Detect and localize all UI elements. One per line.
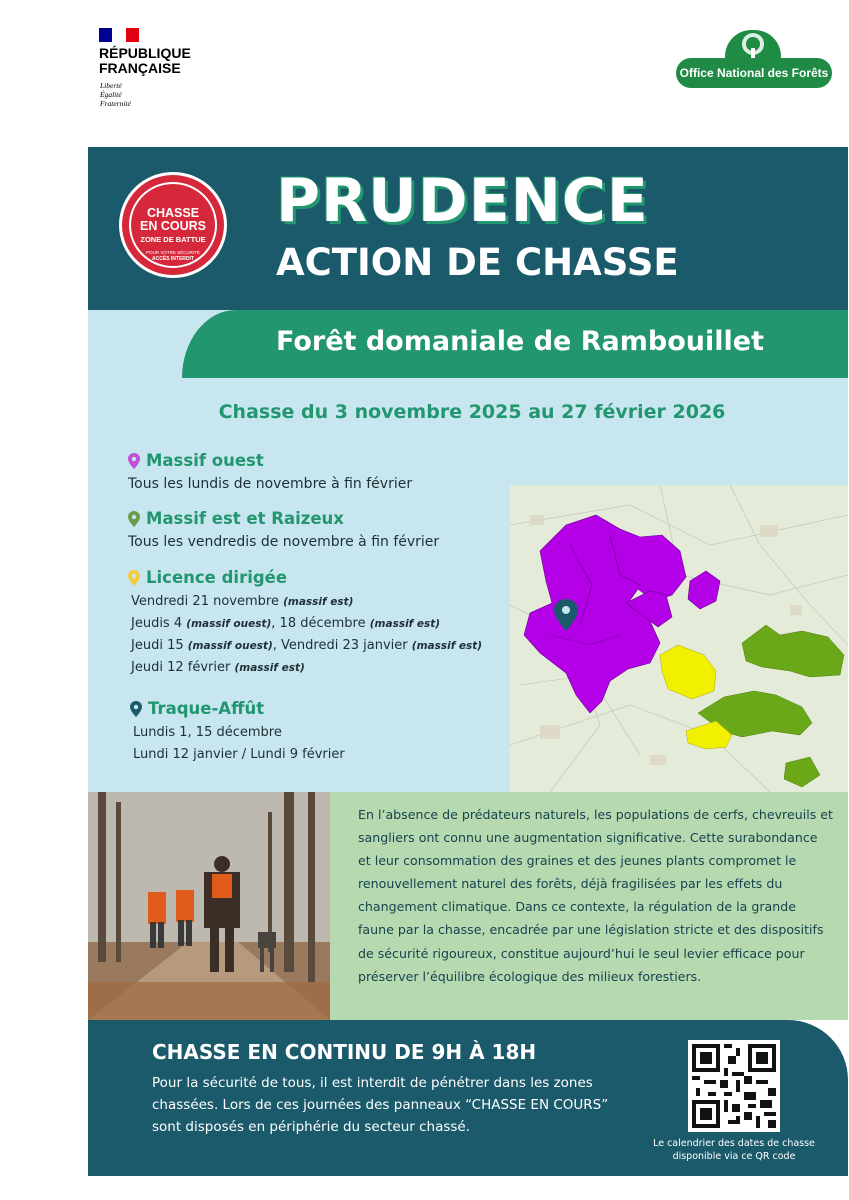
section-title: [130, 698, 345, 720]
massif-ouest-title: Massif ouest: [146, 451, 264, 470]
location-pin-icon: [130, 701, 142, 717]
licence-date-3: Jeudi 15 (massif ouest), Vendredi 23 janvier (massif est): [131, 638, 483, 653]
republic-line-2: FRANÇAISE: [99, 60, 181, 76]
motto-liberte: Liberté: [100, 81, 122, 90]
safety-notice: Pour la sécurité de tous, il est interdit de pénétrer dans les zones chassées. Lors de ces journées des panneaux “CHASSE EN COURS” sont disposés en périphérie du secteur chassé.: [152, 1075, 609, 1135]
republique-francaise-logo: [99, 46, 191, 76]
hunters-forest-photo: [88, 792, 330, 1020]
qr-caption-line-2: disponible via ce QR code: [672, 1151, 796, 1162]
section-massif-ouest: [128, 450, 412, 494]
massif-ouest-schedule: Tous les lundis de novembre à fin février: [128, 476, 413, 492]
season-dates: Chasse du 3 novembre 2025 au 27 février 2026: [218, 401, 726, 423]
licence-date-2: Jeudis 4 (massif ouest), 18 décembre (massif est): [131, 616, 441, 631]
motto-fraternite: Fraternité: [100, 99, 131, 108]
stamp-line-4: POUR VOTRE SÉCURITÉ: [146, 250, 200, 255]
location-pin-icon: [128, 570, 140, 586]
stamp-line-3: ZONE DE BATTUE: [140, 235, 206, 244]
stamp-line-1: CHASSE: [146, 206, 200, 220]
traque-title: Traque-Affût: [148, 699, 265, 718]
qr-caption-line-1: Le calendrier des dates de chasse: [653, 1138, 815, 1149]
traque-dates-2: Lundi 12 janvier / Lundi 9 février: [133, 747, 345, 762]
section-massif-est: [128, 508, 439, 552]
licence-date-4: Jeudi 12 février (massif est): [131, 660, 305, 675]
licence-title: Licence dirigée: [146, 568, 288, 587]
hours-title: CHASSE EN CONTINU DE 9H À 18H: [152, 1040, 537, 1064]
section-traque-affut: [130, 698, 345, 766]
qr-caption: [630, 1137, 838, 1163]
main-title: PRUDENCE: [276, 166, 649, 236]
section-title: [128, 450, 412, 472]
stamp-line-5: ACCÈS INTERDIT: [152, 256, 194, 262]
section-title: [128, 567, 482, 589]
massif-est-title: Massif est et Raizeux: [146, 509, 344, 528]
stamp-line-2: EN COURS: [140, 219, 206, 233]
massif-est-schedule: Tous les vendredis de novembre à fin février: [128, 534, 440, 550]
context-paragraph: En l’absence de prédateurs naturels, les populations de cerfs, chevreuils et sangliers ont connu une augmentation significative. Cette surabondance et leur consommation des graines et des jeunes plants compromet le renouvellement naturel des forêts, déjà fragilisées par les effets du changement climatique. Dans ce contexte, la régulation de la grande faune par la chasse, encadrée par une législation stricte et des dispositifs de sécurité rigoureux, constitue aujourd’hui le seul levier efficace pour préserver l’équilibre écologique des milieux forestiers.: [358, 807, 833, 984]
qr-code[interactable]: [688, 1040, 780, 1132]
french-flag-icon: [99, 28, 139, 42]
chasse-en-cours-stamp: [119, 172, 227, 278]
republic-line-1: RÉPUBLIQUE: [99, 45, 191, 61]
onf-logo: Office National des Forêts: [676, 58, 832, 88]
traque-dates-1: Lundis 1, 15 décembre: [133, 725, 282, 740]
section-title: [128, 508, 439, 530]
location-pin-icon: [128, 511, 140, 527]
hunting-zones-map: [510, 485, 848, 792]
motto-egalite: Égalité: [100, 90, 122, 99]
section-licence-dirigee: [128, 567, 482, 679]
republic-motto: [100, 81, 131, 108]
forest-name: Forêt domaniale de Rambouillet: [276, 326, 764, 357]
sub-title: ACTION DE CHASSE: [276, 241, 679, 284]
licence-date-1: Vendredi 21 novembre (massif est): [131, 594, 354, 609]
location-pin-icon: [128, 453, 140, 469]
